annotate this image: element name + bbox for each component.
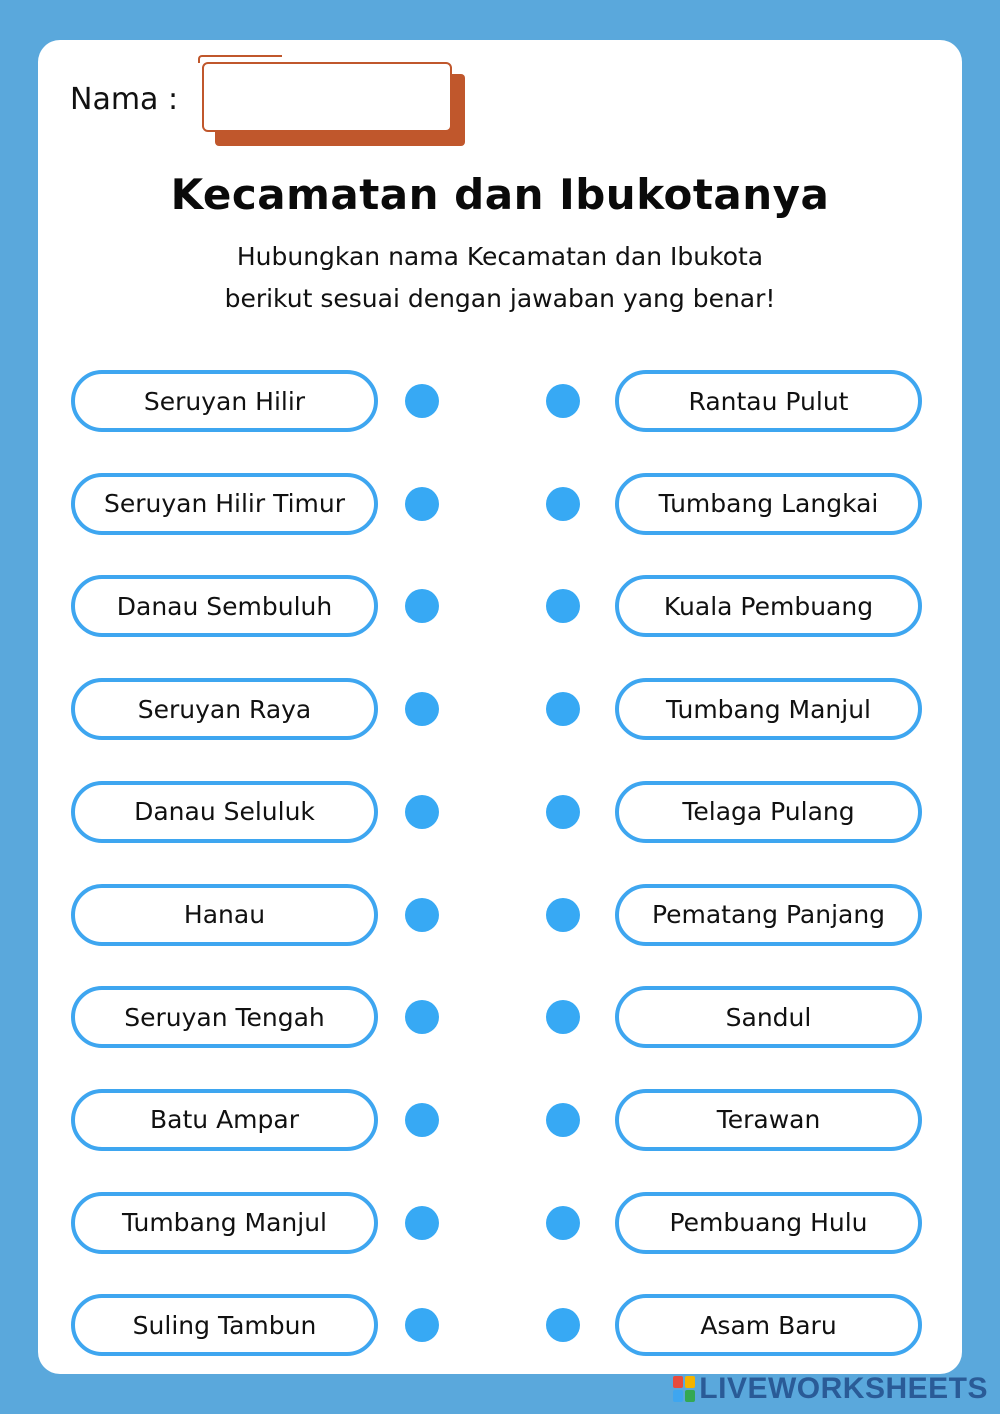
right-connector-dot[interactable] [546, 589, 580, 623]
left-item-pill: Seruyan Tengah [71, 986, 378, 1048]
name-label: Nama : [70, 82, 179, 117]
left-connector-dot[interactable] [405, 1308, 439, 1342]
left-connector-dot[interactable] [405, 795, 439, 829]
right-item-pill: Tumbang Manjul [615, 678, 922, 740]
left-connector-dot[interactable] [405, 487, 439, 521]
right-connector-dot[interactable] [546, 1308, 580, 1342]
right-connector-dot[interactable] [546, 1206, 580, 1240]
left-connector-dot[interactable] [405, 692, 439, 726]
right-item-pill: Asam Baru [615, 1294, 922, 1356]
instruction-line-1: Hubungkan nama Kecamatan dan Ibukota [236, 242, 764, 271]
left-item-pill: Seruyan Raya [71, 678, 378, 740]
left-item-pill: Hanau [71, 884, 378, 946]
right-item-pill: Sandul [615, 986, 922, 1048]
left-connector-dot[interactable] [405, 1206, 439, 1240]
left-item-pill: Suling Tambun [71, 1294, 378, 1356]
left-connector-dot[interactable] [405, 898, 439, 932]
page-title: Kecamatan dan Ibukotanya [170, 170, 830, 219]
left-connector-dot[interactable] [405, 384, 439, 418]
right-item-pill: Kuala Pembuang [615, 575, 922, 637]
brand-watermark [673, 1372, 988, 1406]
instruction-line-2: berikut sesuai dengan jawaban yang benar! [224, 284, 776, 313]
right-item-pill: Terawan [615, 1089, 922, 1151]
right-connector-dot[interactable] [546, 795, 580, 829]
right-connector-dot[interactable] [546, 1000, 580, 1034]
left-item-pill: Seruyan Hilir [71, 370, 378, 432]
left-item-pill: Batu Ampar [71, 1089, 378, 1151]
right-connector-dot[interactable] [546, 898, 580, 932]
left-connector-dot[interactable] [405, 1103, 439, 1137]
left-item-pill: Danau Seluluk [71, 781, 378, 843]
left-item-pill: Seruyan Hilir Timur [71, 473, 378, 535]
right-connector-dot[interactable] [546, 384, 580, 418]
left-item-pill: Tumbang Manjul [71, 1192, 378, 1254]
right-item-pill: Pematang Panjang [615, 884, 922, 946]
right-item-pill: Telaga Pulang [615, 781, 922, 843]
right-connector-dot[interactable] [546, 487, 580, 521]
right-item-pill: Rantau Pulut [615, 370, 922, 432]
left-connector-dot[interactable] [405, 589, 439, 623]
right-connector-dot[interactable] [546, 1103, 580, 1137]
name-input[interactable] [202, 62, 452, 132]
worksheet-sheet [38, 40, 962, 1374]
instruction-text [38, 236, 962, 320]
right-item-pill: Pembuang Hulu [615, 1192, 922, 1254]
left-item-pill: Danau Sembuluh [71, 575, 378, 637]
right-connector-dot[interactable] [546, 692, 580, 726]
liveworksheets-logo-icon [673, 1376, 695, 1402]
right-item-pill: Tumbang Langkai [615, 473, 922, 535]
brand-text: LIVEWORKSHEETS [699, 1372, 988, 1405]
left-connector-dot[interactable] [405, 1000, 439, 1034]
